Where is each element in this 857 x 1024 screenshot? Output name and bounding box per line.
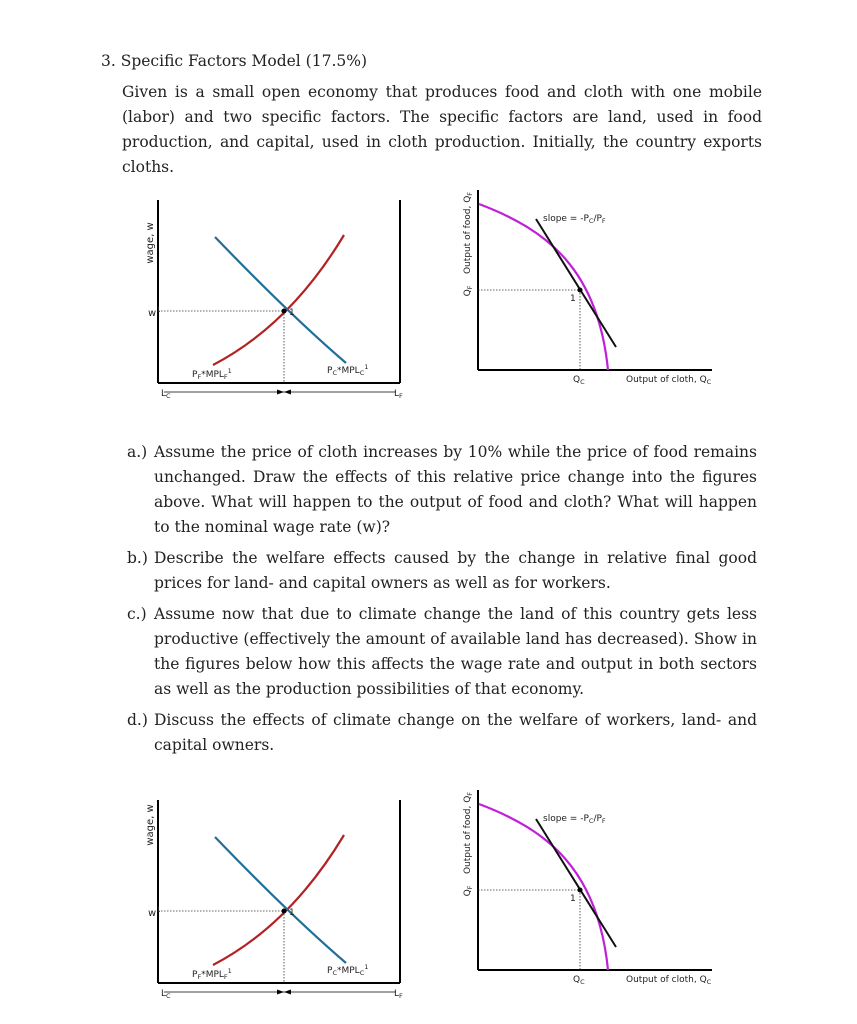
question-b <box>127 546 757 596</box>
food-axis-label: Output of food, $Q_F$ <box>463 791 474 875</box>
wage-label: $w^1$ <box>148 906 161 919</box>
equilibrium-label: 1 <box>289 908 295 918</box>
wage-label: $w^1$ <box>148 306 161 319</box>
food-curve-label: $P_F*MPL_F^1$ <box>192 367 232 381</box>
food-output-label: $Q_F$ <box>463 285 474 297</box>
labor-arrowhead-left <box>284 990 291 995</box>
cloth-output-label: $Q_C$ <box>573 375 585 386</box>
question-c <box>127 602 757 702</box>
question-d <box>127 708 757 758</box>
question-label: b.) <box>127 549 148 567</box>
production-point <box>578 888 583 893</box>
cloth-axis-label: Output of cloth, $Q_C$ <box>626 375 712 386</box>
question-list <box>127 440 757 764</box>
food-axis-label: Output of food, $Q_F$ <box>463 191 474 275</box>
labor-arrowhead-right <box>277 390 284 395</box>
cloth-curve-label: $P_C*MPL_C^1$ <box>327 363 369 377</box>
labor-arrowhead-left <box>284 390 291 395</box>
cloth-axis-label: Output of cloth, $Q_C$ <box>626 975 712 986</box>
production-possibility-frontier <box>479 804 608 970</box>
question-text: Describe the welfare effects caused by the change in relative final good prices for land- and capital owners as well as for workers. <box>154 549 757 592</box>
ppf-chart-bottom <box>458 785 728 995</box>
cloth-labor-origin: $L_C$ <box>161 989 171 1000</box>
price-line-tangent <box>536 219 616 347</box>
food-curve-label: $P_F*MPL_F^1$ <box>192 967 232 981</box>
ppf-chart-top <box>458 185 728 395</box>
food-output-label: $Q_F$ <box>463 885 474 897</box>
wage-axis-label: wage, w <box>145 804 156 846</box>
food-labor-origin: $L_F$ <box>394 389 403 400</box>
question-text: Discuss the effects of climate change on the welfare of workers, land- and capital owners. <box>154 711 757 754</box>
cloth-curve-label: $P_C*MPL_C^1$ <box>327 963 369 977</box>
cloth-mpl-curve <box>215 237 346 363</box>
labor-market-chart-top <box>140 195 410 410</box>
equilibrium-point <box>282 909 287 914</box>
price-line-tangent <box>536 819 616 947</box>
cloth-labor-origin: $L_C$ <box>161 389 171 400</box>
food-labor-origin: $L_F$ <box>394 989 403 1000</box>
question-label: a.) <box>127 443 148 461</box>
equilibrium-label: 1 <box>289 308 295 318</box>
slope-label: slope = $-P_C/P_F$ <box>543 814 606 825</box>
production-point-label: 1 <box>570 294 576 304</box>
question-label: d.) <box>127 711 148 729</box>
wage-axis-label: wage, w <box>145 222 156 264</box>
cloth-output-label: $Q_C$ <box>573 975 585 986</box>
labor-market-chart-bottom <box>140 795 410 1010</box>
slope-label: slope = $-P_C/P_F$ <box>543 214 606 225</box>
question-text: Assume the price of cloth increases by 10% while the price of food remains unchanged. Draw the effects of this relative price change into the figures above. What will happen to the output of food and cloth? What will happen to the nominal wage rate (w)? <box>154 443 757 536</box>
production-point <box>578 288 583 293</box>
question-label: c.) <box>127 605 147 623</box>
production-point-label: 1 <box>570 894 576 904</box>
production-possibility-frontier <box>479 204 608 370</box>
cloth-mpl-curve <box>215 837 346 963</box>
question-a <box>127 440 757 540</box>
intro-paragraph: Given is a small open economy that produces food and cloth with one mobile (labor) and two specific factors. The specific factors are land, used in food production, and capital, used in cloth production. Initially, the country exports cloths. <box>122 83 762 176</box>
question-title: 3. Specific Factors Model (17.5%) <box>101 52 368 70</box>
labor-arrowhead-right <box>277 990 284 995</box>
equilibrium-point <box>282 309 287 314</box>
question-text: Assume now that due to climate change the land of this country gets less productive (effectively the amount of available land has decreased). Show in the figures below how this affects the wage rate and output in both sectors as well as the production possibilities of that economy. <box>154 605 757 698</box>
